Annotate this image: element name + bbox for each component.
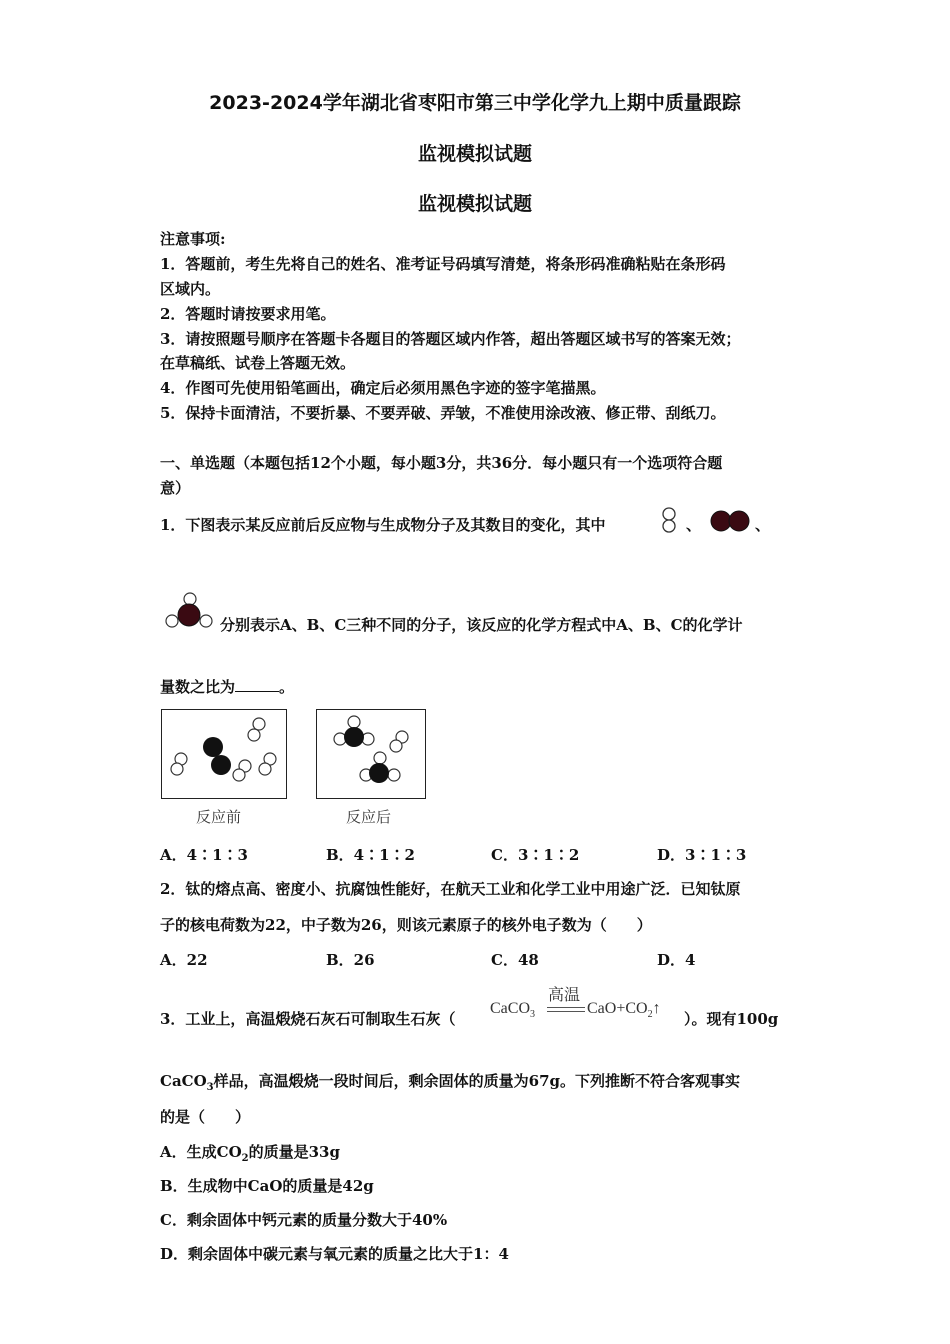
q3-option-d[interactable]: D．剩余固体中碳元素与氧元素的质量之比大于1：4 (160, 1245, 509, 1263)
page-subtitle: 监视模拟试题 (417, 143, 532, 165)
eq-reactant-sub: 3 (530, 1009, 535, 1021)
notice-item-5: 5．保持卡面清洁，不要折暴、不要弄破、弄皱，不准使用涂改液、修正带、刮纸刀。 (160, 404, 726, 422)
caption-after: 反应后 (346, 808, 392, 826)
q1-option-d[interactable]: D．3∶1∶3 (657, 846, 747, 864)
q3-stem: 3．工业上，高温煅烧石灰石可制取生石灰（ (160, 1010, 456, 1028)
notice-item-3: 3．请按照题号顺序在答题卡各题目的答题区域内作答，超出答题区域书写的答案无效； (160, 330, 741, 348)
q2-option-d[interactable]: D．4 (657, 951, 696, 969)
q3-stem-cont (160, 1070, 740, 1093)
q3-option-b[interactable]: B．生成物中CaO的质量是42g (160, 1177, 374, 1195)
q1-stem-end-period: 。 (279, 678, 295, 696)
q2-stem-cont: 子的核电荷数为22，中子数为26，则该元素原子的核外电子数为（ ） (160, 916, 652, 934)
eq-reactant: CaCO (490, 1000, 530, 1017)
q3-option-c[interactable]: C．剩余固体中钙元素的质量分数大于40% (160, 1211, 448, 1229)
q2-option-a[interactable]: A．22 (160, 951, 208, 969)
q1-separator: 、 (755, 516, 771, 534)
molecule-c-icon (163, 591, 215, 631)
page-title: 2023-2024学年湖北省枣阳市第三中学化学九上期中质量跟踪 (209, 92, 741, 114)
caption-before: 反应前 (196, 808, 242, 826)
eq-double-line (547, 1007, 585, 1012)
q2-option-c[interactable]: C．48 (491, 951, 539, 969)
page-subtitle-repeat: 监视模拟试题 (417, 193, 532, 215)
section-heading-cont: 意） (160, 479, 191, 497)
q3-option-a[interactable] (160, 1141, 340, 1164)
section-heading: 一、单选题（本题包括12个小题，每小题3分，共36分．每小题只有一个选项符合题 (160, 454, 723, 472)
q1-stem-cont: 分别表示A、B、C三种不同的分子，该反应的化学方程式中A、B、C的化学计 (220, 616, 743, 634)
after-reaction-diagram (316, 709, 426, 799)
notice-item-3-cont: 在草稿纸、试卷上答题无效。 (160, 354, 356, 372)
q1-stem: 1．下图表示某反应前后反应物与生成物分子及其数目的变化，其中 (160, 516, 606, 534)
q3-formula: CaCO (160, 1072, 207, 1090)
eq-products (587, 1000, 661, 1020)
notice-item-1: 1．答题前，考生先将自己的姓名、准考证号码填写清楚，将条形码准确粘贴在条形码 (160, 255, 726, 273)
before-reaction-diagram (161, 709, 287, 799)
q3-option-a-tail: 的质量是33g (248, 1143, 340, 1161)
eq-product-text: CaO+CO (587, 1000, 648, 1017)
molecule-a-icon (658, 505, 682, 535)
q3-stem-tail: ）。现有100g (684, 1010, 779, 1028)
notice-heading: 注意事项: (160, 230, 226, 248)
q1-stem-end (160, 676, 294, 697)
q3-option-a-sub: 2 (241, 1153, 249, 1164)
q1-option-a[interactable]: A．4∶1∶3 (160, 846, 248, 864)
molecule-b-icon (710, 510, 754, 534)
eq-condition: 高温 (548, 987, 581, 1004)
answer-blank (235, 677, 279, 692)
q3-stem-end: 的是（ ） (160, 1108, 251, 1126)
eq-product-sub: 2 (647, 1009, 653, 1021)
q1-stem-end-text: 量数之比为 (160, 678, 236, 696)
q3-stem-cont-text: 样品，高温煅烧一段时间后，剩余固体的质量为67g。下列推断不符合客观事实 (213, 1072, 741, 1090)
notice-item-2: 2．答题时请按要求用笔。 (160, 305, 336, 323)
q3-option-a-text: A．生成CO (160, 1143, 242, 1161)
q1-option-c[interactable]: C．3∶1∶2 (491, 846, 580, 864)
q1-option-b[interactable]: B．4∶1∶2 (326, 846, 415, 864)
eq-gas-arrow: ↑ (652, 1000, 661, 1017)
notice-item-1-cont: 区域内。 (160, 280, 221, 298)
q2-option-b[interactable]: B．26 (326, 951, 375, 969)
q2-stem: 2．钛的熔点高、密度小、抗腐蚀性能好，在航天工业和化学工业中用途广泛．已知钛原 (160, 880, 741, 898)
q3-formula-sub: 3 (206, 1082, 214, 1093)
notice-item-4: 4．作图可先使用铅笔画出，确定后必须用黑色字迹的签字笔描黑。 (160, 379, 606, 397)
reaction-equation (490, 1000, 535, 1020)
q1-separator: 、 (686, 516, 702, 534)
